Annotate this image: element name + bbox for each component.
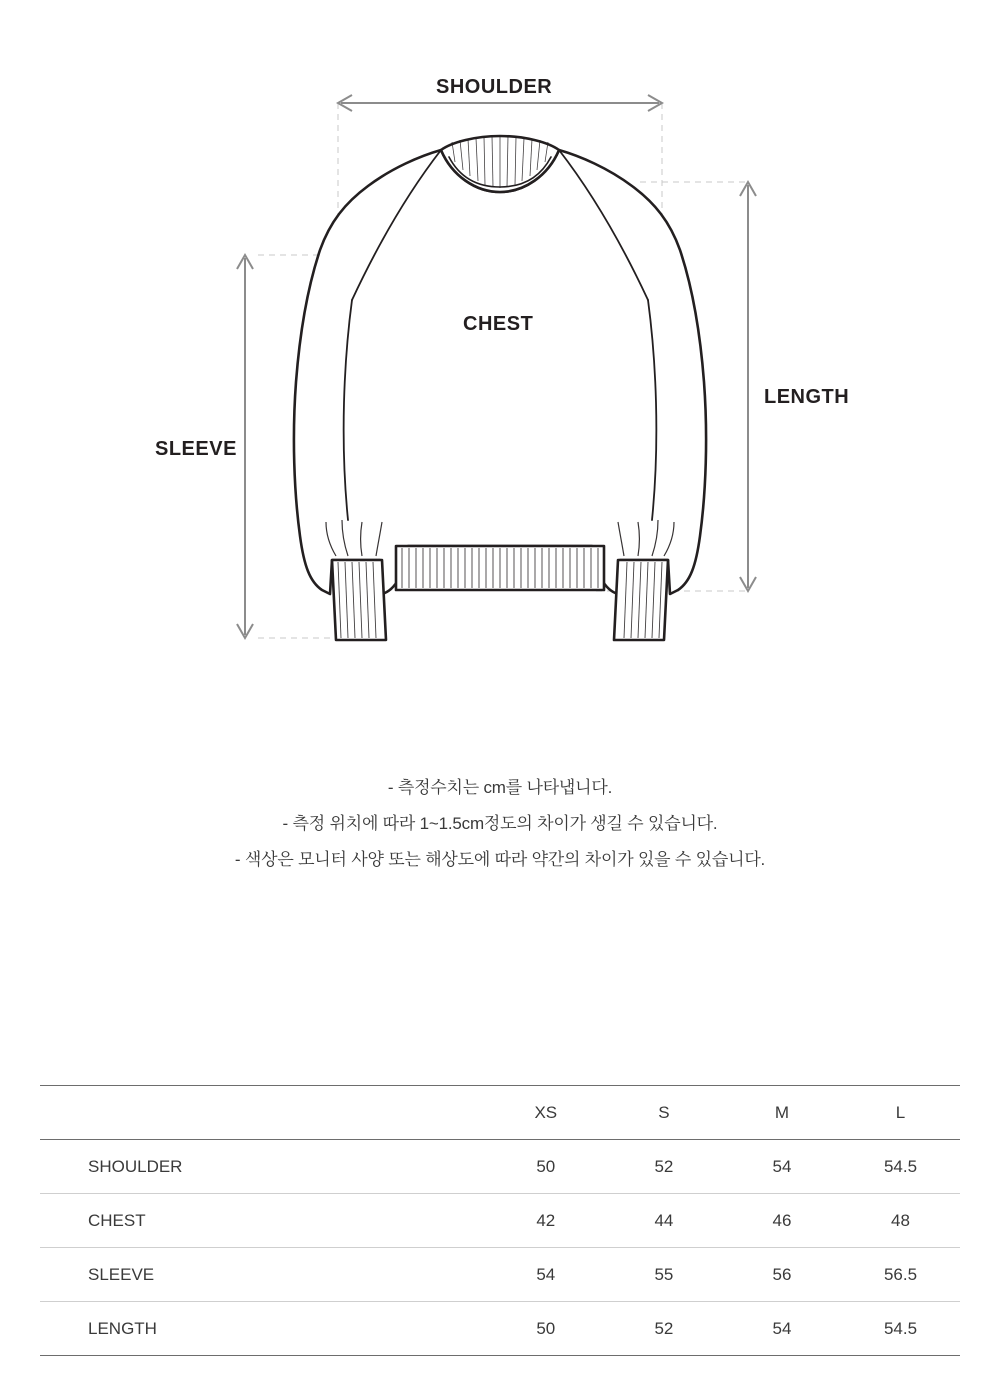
note-line: - 측정 위치에 따라 1~1.5cm정도의 차이가 생길 수 있습니다. xyxy=(282,814,718,833)
cell-sleeve-xs: 54 xyxy=(487,1248,605,1302)
shoulder-label: SHOULDER xyxy=(436,76,553,98)
length-label: LENGTH xyxy=(764,386,850,408)
column-header-l: L xyxy=(841,1086,960,1140)
table-header-row xyxy=(40,1086,960,1140)
cell-sleeve-m: 56 xyxy=(723,1248,841,1302)
note-line: - 측정수치는 cm를 나타냅니다. xyxy=(387,778,613,797)
row-label-length: LENGTH xyxy=(40,1302,487,1356)
cell-shoulder-l: 54.5 xyxy=(841,1140,960,1194)
cell-shoulder-m: 54 xyxy=(723,1140,841,1194)
cell-length-xs: 50 xyxy=(487,1302,605,1356)
size-table-wrapper xyxy=(40,1085,960,1356)
cell-chest-s: 44 xyxy=(605,1194,723,1248)
sleeve-label: SLEEVE xyxy=(155,438,237,460)
table-row xyxy=(40,1302,960,1356)
cell-shoulder-s: 52 xyxy=(605,1140,723,1194)
size-table xyxy=(40,1085,960,1356)
note-line: - 색상은 모니터 사양 또는 해상도에 따라 약간의 차이가 있을 수 있습니다. xyxy=(234,850,766,869)
size-table-head xyxy=(40,1086,960,1140)
chest-label: CHEST xyxy=(463,313,534,335)
row-label-shoulder: SHOULDER xyxy=(40,1140,487,1194)
cell-shoulder-xs: 50 xyxy=(487,1140,605,1194)
cell-chest-xs: 42 xyxy=(487,1194,605,1248)
measurement-notes xyxy=(0,770,1000,878)
cell-chest-l: 48 xyxy=(841,1194,960,1248)
sleeve-dimension-arrow xyxy=(237,255,253,638)
table-row xyxy=(40,1140,960,1194)
cell-length-m: 54 xyxy=(723,1302,841,1356)
cell-length-s: 52 xyxy=(605,1302,723,1356)
table-row xyxy=(40,1248,960,1302)
row-label-chest: CHEST xyxy=(40,1194,487,1248)
size-table-body xyxy=(40,1140,960,1356)
table-row xyxy=(40,1194,960,1248)
column-header-s: S xyxy=(605,1086,723,1140)
length-dimension-arrow xyxy=(740,182,756,591)
cell-sleeve-s: 55 xyxy=(605,1248,723,1302)
row-label-sleeve: SLEEVE xyxy=(40,1248,487,1302)
column-header-m: M xyxy=(723,1086,841,1140)
column-header-xs: XS xyxy=(487,1086,605,1140)
cell-length-l: 54.5 xyxy=(841,1302,960,1356)
cell-sleeve-l: 56.5 xyxy=(841,1248,960,1302)
cell-chest-m: 46 xyxy=(723,1194,841,1248)
table-corner-cell xyxy=(40,1086,487,1140)
